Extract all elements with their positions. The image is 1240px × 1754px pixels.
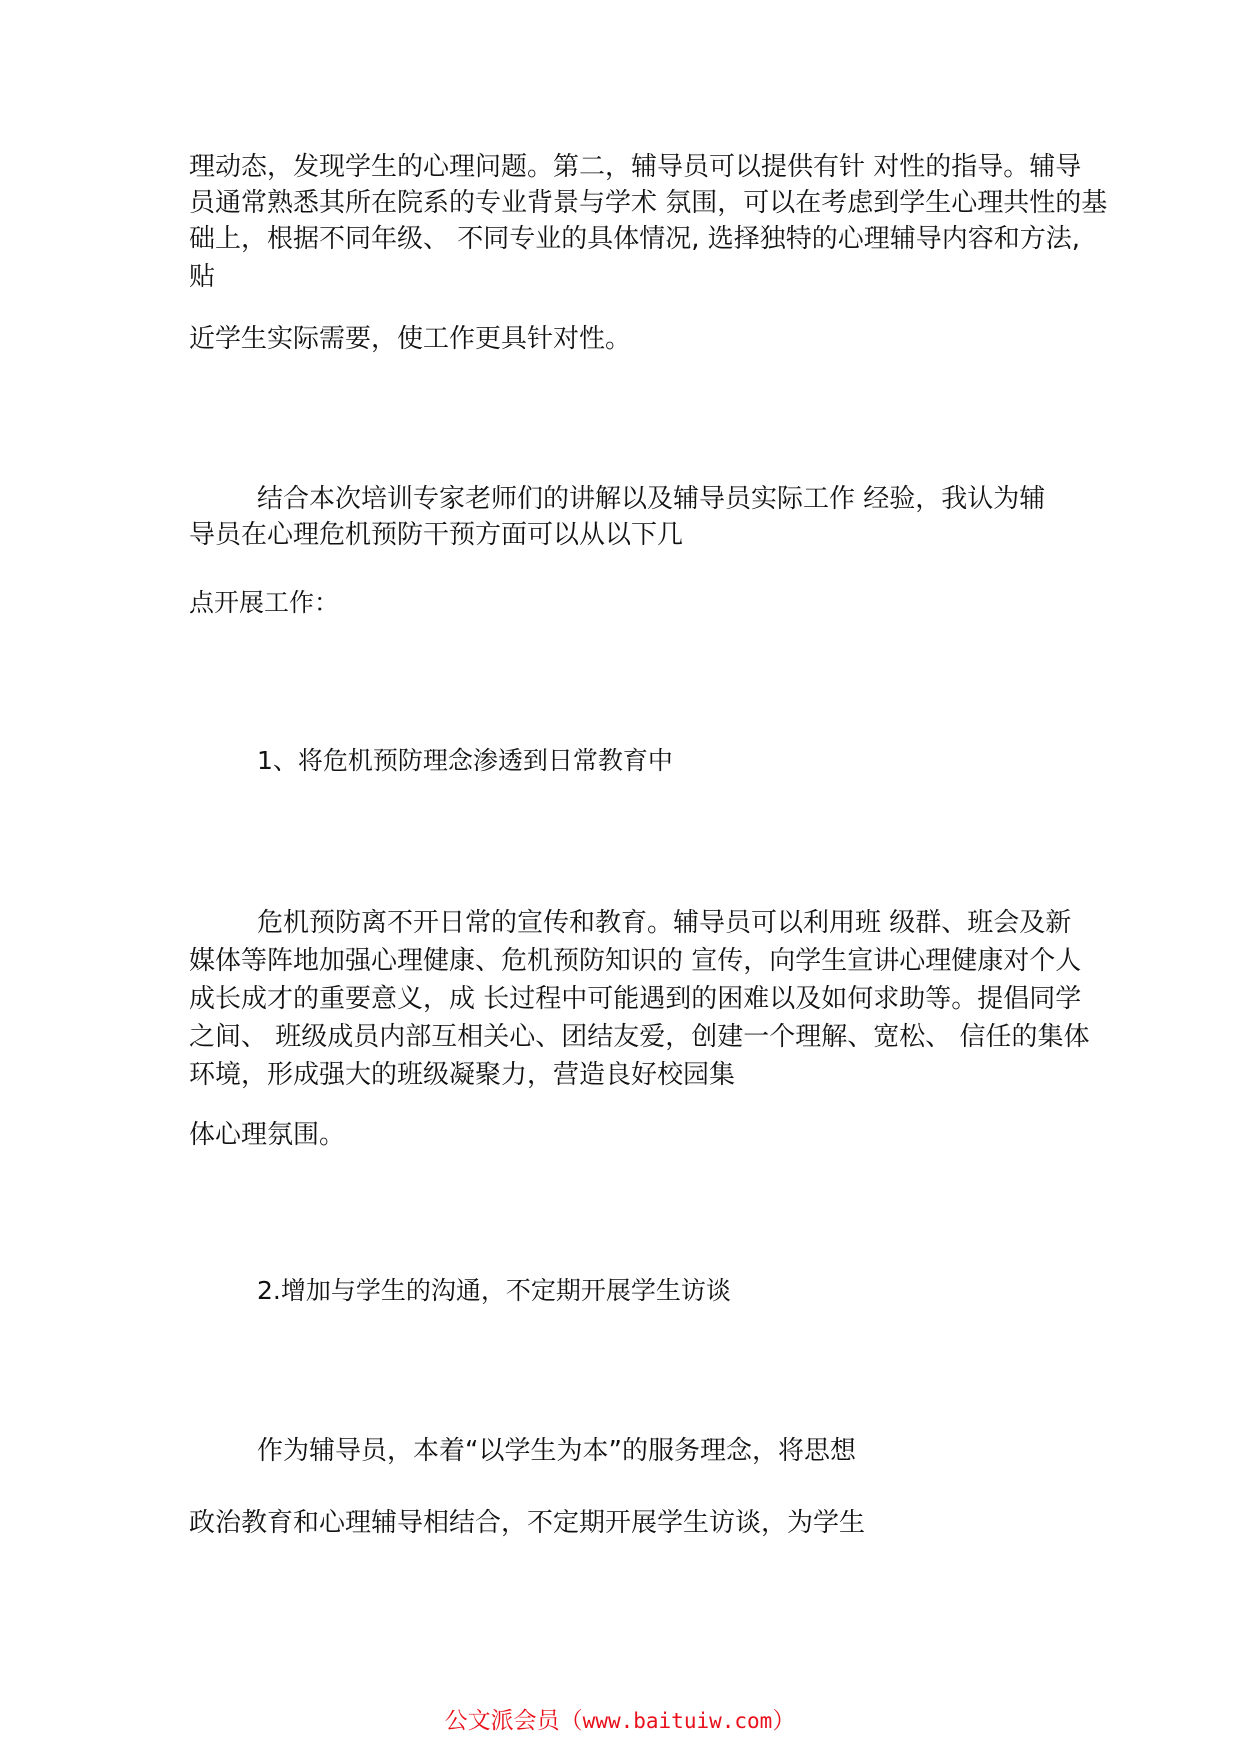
section-1-line-3: 成长成才的重要意义，成 长过程中可能遇到的困难以及如何求助等。提倡同学 <box>189 984 1082 1014</box>
text-line-2: 员通常熟悉其所在院系的专业背景与学术 氛围，可以在考虑到学生心理共性的基 <box>189 188 1108 218</box>
text-line-4: 贴 <box>189 262 216 292</box>
section-2-line-2: 政治教育和心理辅导相结合，不定期开展学生访谈，为学生 <box>189 1508 866 1538</box>
section-1-line-5: 环境，形成强大的班级凝聚力，营造良好校园集 <box>189 1060 736 1090</box>
footer-brand: 公文派会员 <box>444 1708 560 1734</box>
paragraph-intro-line-3: 点开展工作： <box>189 588 340 617</box>
footer-paren-close: ） <box>772 1708 796 1734</box>
section-1-line-2: 媒体等阵地加强心理健康、危机预防知识的 宣传，向学生宣讲心理健康对个人 <box>189 946 1082 976</box>
footer-url-link[interactable]: www.baituiw.com <box>582 1709 773 1733</box>
text-line-3: 础上，根据不同年级、 不同专业的具体情况, 选择独特的心理辅导内容和方法, <box>189 224 1081 254</box>
section-2-line-1: 作为辅导员，本着“以学生为本”的服务理念，将思想 <box>257 1436 856 1466</box>
footer-paren-open: （ <box>559 1708 583 1734</box>
section-1-line-4: 之间、 班级成员内部互相关心、团结友爱，创建一个理解、宽松、 信任的集体 <box>189 1022 1090 1052</box>
text-line-5: 近学生实际需要，使工作更具针对性。 <box>189 324 632 354</box>
section-1-line-1: 危机预防离不开日常的宣传和教育。辅导员可以利用班 级群、班会及新 <box>257 908 1072 938</box>
section-1-line-6: 体心理氛围。 <box>189 1120 346 1150</box>
paragraph-intro-line-1: 结合本次培训专家老师们的讲解以及辅导员实际工作 经验，我认为辅 <box>257 484 1046 514</box>
paragraph-intro-line-2: 导员在心理危机预防干预方面可以从以下几 <box>189 520 684 550</box>
text-line-1: 理动态，发现学生的心理问题。第二，辅导员可以提供有针 对性的指导。辅导 <box>189 152 1082 182</box>
section-heading-2: 2.增加与学生的沟通，不定期开展学生访谈 <box>257 1276 731 1305</box>
footer-watermark <box>0 1706 1240 1736</box>
section-heading-1: 1、将危机预防理念渗透到日常教育中 <box>257 746 673 775</box>
